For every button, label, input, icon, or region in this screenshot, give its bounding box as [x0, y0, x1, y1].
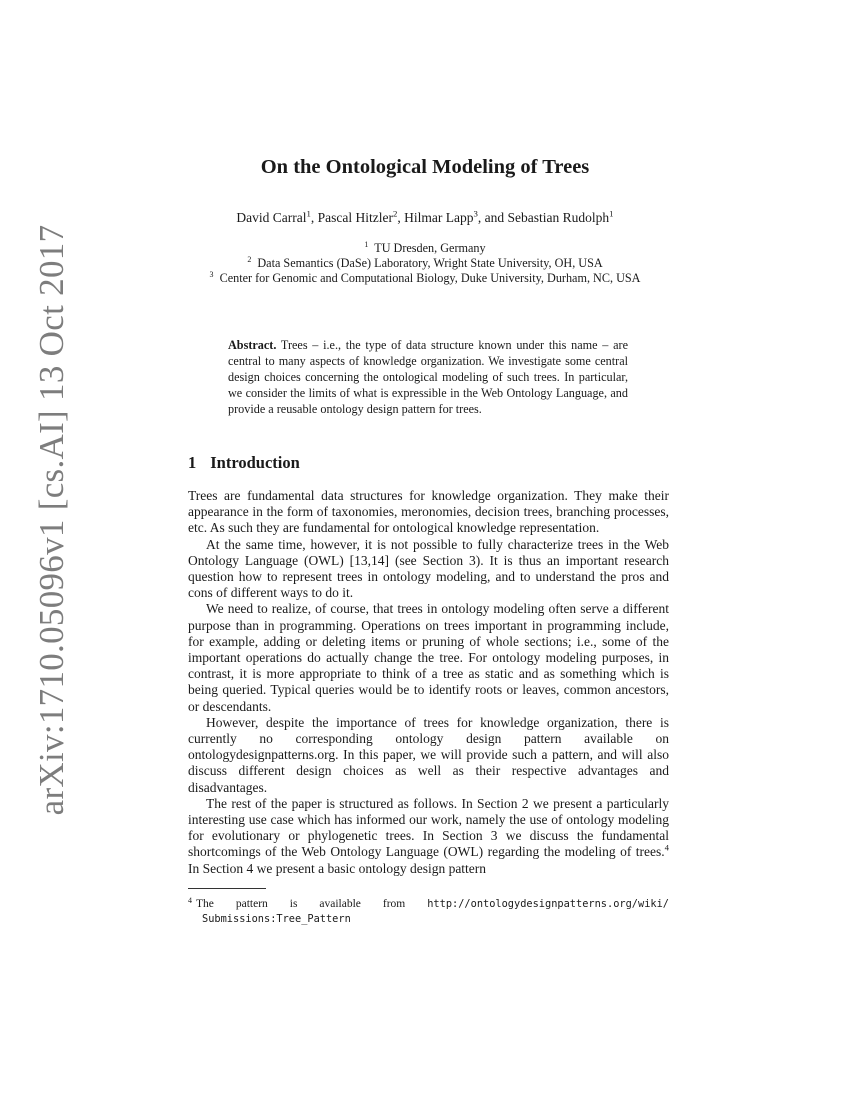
paragraph: At the same time, however, it is not possible to fully characterize trees in the Web Ontology Language (OWL) [13,14] (see Section 3). It is thus an important research question how to represent trees in ontology modeling, and to understand the pros and cons of different ways to do it.	[188, 536, 669, 601]
section-title: Introduction	[210, 453, 300, 472]
paragraph: We need to realize, of course, that trees in ontology modeling often serve a different purpose than in programming. Operations on trees important in programming include, for example, adding or deleting items or pruning of whole sections; i.e., some of the important operations do actually change the tree. For ontology modeling purposes, in contrast, it is more appropriate to think of a tree as static and as something which is being queried. Typical queries would be to identify roots or leaves, common ancestors, or descendants.	[188, 601, 669, 714]
author: David Carral$^1$,	[236, 208, 318, 225]
section-heading-introduction	[188, 453, 300, 473]
footnote-reference[interactable]: 4	[664, 842, 669, 853]
abstract	[228, 337, 628, 417]
affiliation: $^1$ TU Dresden, Germany	[364, 239, 486, 255]
paper-title: On the Ontological Modeling of Trees	[260, 156, 590, 178]
footnote: $^4$ The pattern is available from http://ontologydesignpatterns.org/wiki/ Submissions:Tree_Pattern	[188, 893, 669, 927]
author: Pascal Hitzler$^2$,	[317, 208, 405, 225]
paragraph: However, despite the importance of trees for knowledge organization, there is currently no corresponding ontology design pattern available on ontologydesignpatterns.org. In this paper, we will provide such a pattern, and will also discuss different design choices as well as their respective advantages and disadvantages.	[188, 714, 669, 795]
arxiv-identifier-stamp: arXiv:1710.05096v1 [cs.AI] 13 Oct 2017	[32, 224, 71, 816]
paragraph: Trees are fundamental data structures for knowledge organization. They make their appearance in the form of taxonomies, meronomies, decision trees, branching processes, etc. As such they are fundamental for ontological knowledge representation.	[188, 488, 669, 536]
footnote-mark-and-word: $^4$ The	[188, 896, 214, 910]
author-list	[0, 210, 850, 226]
abstract-label: Abstract.	[228, 338, 277, 352]
affiliation: $^2$ Data Semantics (DaSe) Laboratory, Wright State University, OH, USA	[247, 254, 603, 270]
author: Hilmar Lapp$^3$, and	[404, 208, 508, 225]
footnote-url-continued[interactable]: Submissions:Tree_Pattern	[202, 913, 351, 925]
author: Sebastian Rudolph$^1$	[507, 208, 614, 225]
affiliation: $^3$ Center for Genomic and Computational Biology, Duke University, Durham, NC, USA	[209, 269, 641, 285]
footnote-url[interactable]: http://ontologydesignpatterns.org/wiki/	[427, 898, 669, 910]
introduction-body	[188, 488, 669, 877]
footnote-divider	[188, 888, 266, 889]
affiliation-list	[190, 241, 660, 286]
section-number: 1	[188, 453, 197, 472]
abstract-text: Trees – i.e., the type of data structure known under this name – are central to many aspects of knowledge organization. We investigate some central design choices concerning the ontological modeling of such trees. In particular, we consider the limits of what is expressible in the Web Ontology Language, and provide a reusable ontology design pattern for trees.	[228, 338, 628, 416]
paragraph: The rest of the paper is structured as follows. In Section 2 we present a particularly interesting use case which has informed our work, namely the use of ontology modeling for evolutionary or phylogenetic trees. In Section 3 we discuss the fundamental shortcomings of the Web Ontology Language (OWL) regarding the modeling of trees.$^4$ In Section 4 we present a basic ontology design pattern	[188, 795, 669, 876]
